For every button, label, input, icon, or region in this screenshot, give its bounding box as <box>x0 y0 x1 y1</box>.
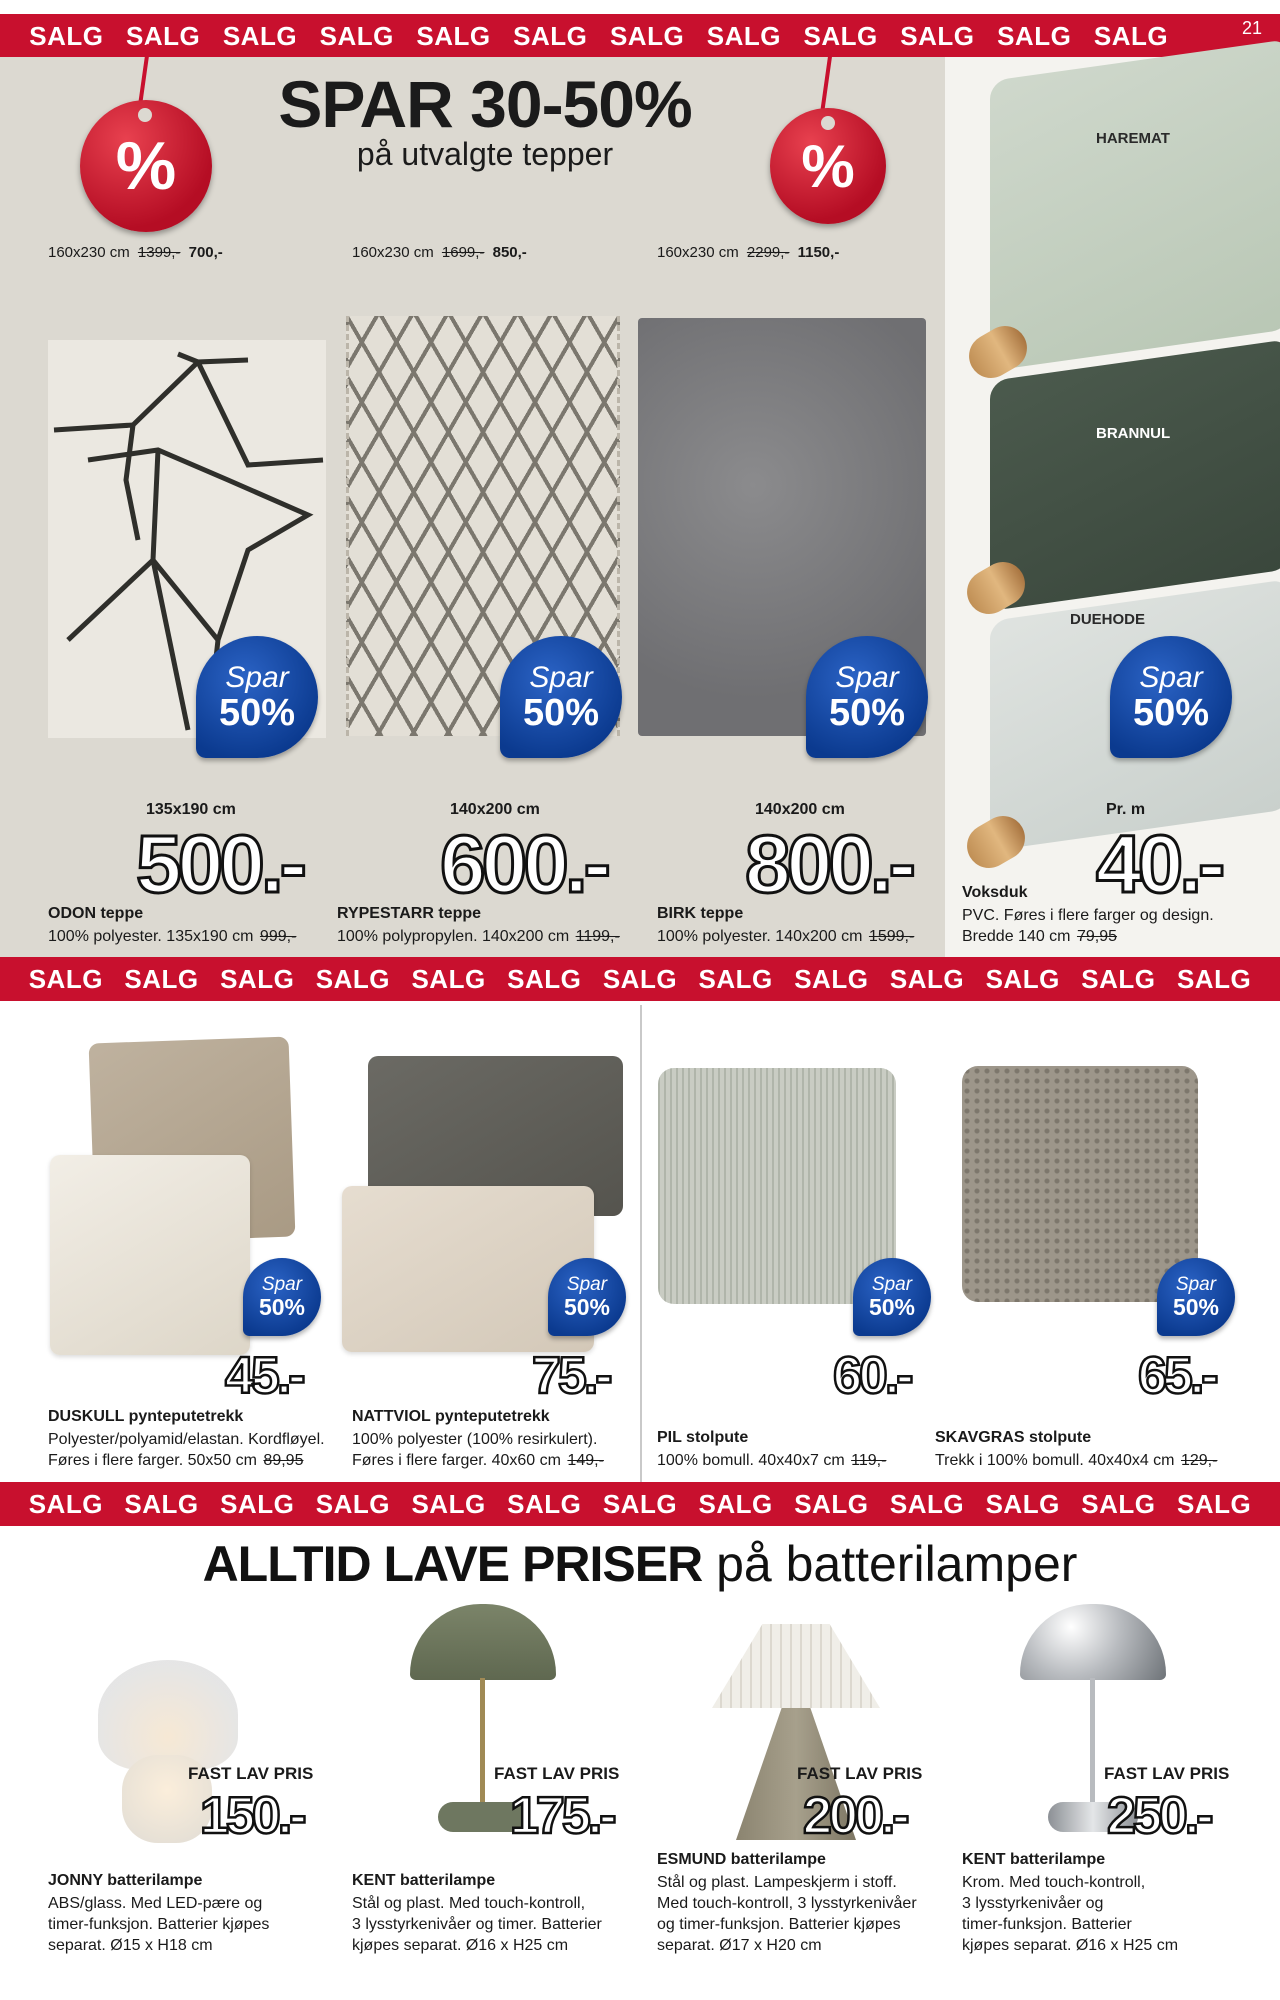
salg-label: SALG <box>985 1488 1060 1519</box>
salg-label: SALG <box>507 963 582 994</box>
salg-label: SALG <box>124 963 199 994</box>
lamps-headline: ALLTID LAVE PRISER på batterilamper <box>202 1536 1078 1592</box>
voksduk-unit: Pr. m <box>1106 801 1146 818</box>
voksduk-label-brannul: BRANNUL <box>1096 425 1171 442</box>
salg-label: SALG <box>803 20 878 51</box>
salg-label: SALG <box>997 20 1072 51</box>
lamp-name: ESMUND batterilampe <box>657 1851 826 1868</box>
textile-description: Føres i flere farger. 50x50 cm 89,95 <box>48 1452 304 1469</box>
fast-lav-pris-label: FAST LAV PRIS <box>797 1764 923 1783</box>
salg-label: SALG <box>28 963 103 994</box>
salg-label: SALG <box>1176 1488 1252 1519</box>
salg-label: SALG <box>794 963 869 994</box>
salg-label: SALG <box>698 1488 773 1519</box>
salg-label: SALG <box>411 963 486 994</box>
rug-description: 100% polyester. 135x190 cm 999,- <box>48 928 297 945</box>
rug-dimensions: 140x200 cm <box>755 801 845 818</box>
salg-label: SALG <box>28 1488 103 1519</box>
rug-price: 800.- <box>745 819 912 910</box>
salg-label: SALG <box>126 20 201 51</box>
salg-label: SALG <box>222 20 298 51</box>
lamp-name: JONNY batterilampe <box>48 1872 203 1889</box>
voksduk-description: Bredde 140 cm 79,95 <box>962 928 1118 945</box>
kent-chrome-lamp-image <box>1020 1604 1166 1680</box>
rug-description: 100% polyester. 140x200 cm 1599,- <box>657 928 915 945</box>
pil-cushion-image <box>658 1068 896 1304</box>
spar-50-badge: Spar 50% <box>1157 1258 1235 1336</box>
rug-name: BIRK teppe <box>657 905 744 922</box>
voksduk-name: Voksduk <box>962 884 1028 901</box>
salg-label: SALG <box>602 963 678 994</box>
salg-label: SALG <box>889 963 965 994</box>
percent-tag-icon: % <box>80 100 212 232</box>
lamp-price: 250.- <box>1107 1787 1211 1845</box>
spar-50-badge: Spar 50% <box>548 1258 626 1336</box>
spar-50-badge: Spar 50% <box>1110 636 1232 758</box>
percent-tag-icon: % <box>770 108 886 224</box>
salg-banner-top <box>0 14 1280 58</box>
salg-label: SALG <box>1176 963 1252 994</box>
textile-price: 60.- <box>833 1347 911 1405</box>
spar-50-badge: Spar 50% <box>196 636 318 758</box>
salg-label: SALG <box>315 1488 391 1519</box>
salg-label: SALG <box>900 20 975 51</box>
textile-price: 75.- <box>532 1347 610 1405</box>
rug-price: 600.- <box>440 819 607 910</box>
textile-description: Føres i flere farger. 40x60 cm 149,- <box>352 1452 604 1469</box>
salg-label: SALG <box>29 20 104 51</box>
rug-description: 100% polypropylen. 140x200 cm 1199,- <box>337 928 620 945</box>
spar-50-badge: Spar 50% <box>243 1258 321 1336</box>
textile-price: 45.- <box>225 1347 303 1405</box>
salg-banner-bottom <box>0 1482 1280 1526</box>
textile-price: 65.- <box>1138 1347 1216 1405</box>
fast-lav-pris-label: FAST LAV PRIS <box>494 1764 620 1783</box>
salg-label: SALG <box>315 963 391 994</box>
salg-label: SALG <box>513 20 588 51</box>
lamp-price: 175.- <box>510 1787 614 1845</box>
salg-label: SALG <box>794 1488 869 1519</box>
salg-label: SALG <box>411 1488 486 1519</box>
textile-description: 100% bomull. 40x40x7 cm 119,- <box>657 1452 887 1469</box>
salg-label: SALG <box>985 963 1060 994</box>
voksduk-brannul-image <box>990 339 1280 611</box>
textile-description: 100% polyester (100% resirkulert). <box>352 1431 598 1448</box>
lamp-description: Stål og plast. Lampeskjerm i stoff. Med touch-kontroll, 3 lysstyrkenivåer og timer-funksjon. Batterier kjøpes separat. Ø17 x H20 cm <box>657 1874 917 1954</box>
large-size-price: 160x230 cm 1699,- 850,- <box>352 244 527 261</box>
salg-label: SALG <box>319 20 394 51</box>
jonny-lamp-image <box>98 1660 238 1770</box>
salg-label: SALG <box>698 963 773 994</box>
lamp-name: KENT batterilampe <box>962 1851 1106 1868</box>
voksduk-price: 40.- <box>1096 819 1222 910</box>
lamp-description: Stål og plast. Med touch-kontroll, 3 lysstyrkenivåer og timer. Batterier kjøpes separat. Ø16 x H25 cm <box>352 1895 602 1954</box>
textile-description: Polyester/polyamid/elastan. Kordfløyel. <box>48 1431 325 1448</box>
page-number: 21 <box>1241 18 1262 38</box>
salg-label: SALG <box>602 1488 678 1519</box>
salg-label: SALG <box>124 1488 199 1519</box>
voksduk-label-haremat: HAREMAT <box>1096 130 1170 147</box>
spar-50-badge: Spar 50% <box>806 636 928 758</box>
section-divider <box>640 1005 642 1485</box>
salg-label: SALG <box>416 20 491 51</box>
duskull-pillow-image <box>50 1155 250 1355</box>
textile-name: NATTVIOL pynteputetrekk <box>352 1408 550 1425</box>
lamp-description: Krom. Med touch-kontroll, 3 lysstyrkenivåer og timer-funksjon. Batterier kjøpes separat. Ø16 x H25 cm <box>962 1874 1179 1954</box>
kent-chrome-lamp-image <box>1090 1678 1095 1808</box>
skavgras-cushion-image <box>962 1066 1198 1302</box>
salg-label: SALG <box>706 20 781 51</box>
voksduk-haremat-image <box>990 39 1280 371</box>
rug-dimensions: 140x200 cm <box>450 801 540 818</box>
lamp-description: ABS/glass. Med LED-pære og timer-funksjon. Batterier kjøpes separat. Ø15 x H18 cm <box>48 1895 270 1954</box>
kent-green-lamp-image <box>480 1678 485 1808</box>
textile-description: Trekk i 100% bomull. 40x40x4 cm 129,- <box>935 1452 1218 1469</box>
large-size-price: 160x230 cm 2299,- 1150,- <box>657 244 840 261</box>
voksduk-label-duehode: DUEHODE <box>1070 611 1146 628</box>
rugs-headline: SPAR 30-50% <box>278 67 692 141</box>
salg-label: SALG <box>1093 20 1169 51</box>
lamp-price: 150.- <box>200 1787 304 1845</box>
fast-lav-pris-label: FAST LAV PRIS <box>188 1764 314 1783</box>
spar-50-badge: Spar 50% <box>500 636 622 758</box>
esmund-lamp-image <box>712 1624 880 1708</box>
rug-price: 500.- <box>136 819 303 910</box>
kent-green-lamp-image <box>410 1604 556 1680</box>
salg-label: SALG <box>1081 1488 1156 1519</box>
salg-label: SALG <box>220 1488 295 1519</box>
lamp-name: KENT batterilampe <box>352 1872 496 1889</box>
spar-50-badge: Spar 50% <box>853 1258 931 1336</box>
salg-label: SALG <box>1081 963 1156 994</box>
textile-name: DUSKULL pynteputetrekk <box>48 1408 244 1425</box>
textile-name: PIL stolpute <box>657 1429 749 1446</box>
textile-name: SKAVGRAS stolpute <box>935 1429 1092 1446</box>
lamp-price: 200.- <box>803 1787 907 1845</box>
voksduk-description: PVC. Føres i flere farger og design. <box>962 907 1214 924</box>
fast-lav-pris-label: FAST LAV PRIS <box>1104 1764 1230 1783</box>
rug-name: RYPESTARR teppe <box>337 905 482 922</box>
rugs-subheadline: på utvalgte tepper <box>356 136 614 172</box>
salg-label: SALG <box>220 963 295 994</box>
rug-name: ODON teppe <box>48 905 144 922</box>
large-size-price: 160x230 cm 1399,- 700,- <box>48 244 223 261</box>
rug-dimensions: 135x190 cm <box>146 801 236 818</box>
salg-label: SALG <box>507 1488 582 1519</box>
salg-label: SALG <box>889 1488 965 1519</box>
salg-banner-middle <box>0 957 1280 1001</box>
salg-label: SALG <box>609 20 685 51</box>
